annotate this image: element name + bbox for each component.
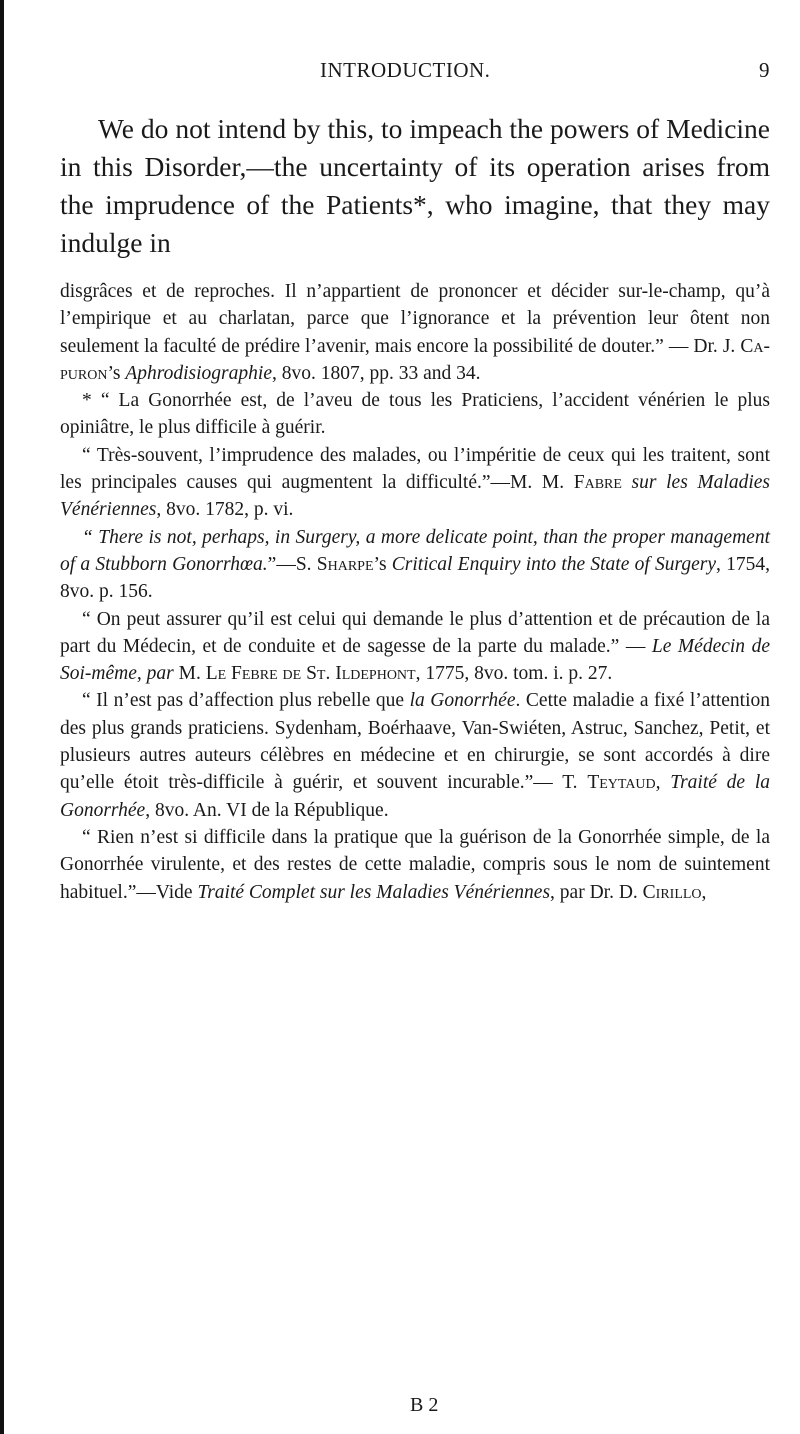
author-name: Teytaud [587, 772, 656, 794]
author-name: Fabre [573, 472, 622, 494]
author-name: Capuron [60, 335, 770, 384]
footnote-teytaud: “ Il n’est pas d’affection plus rebelle que la Gonorrhée. Cette maladie a fixé l’attention des plus grands praticiens. Sydenham, Boérhaave, Van-Swiéten, Astruc, Sanchez, Petit, et plusieurs autres auteurs célèbres en médecine et en chirurgie, se sont accordés à dire qu’elle étoit très-difficile à guérir, et souvent incurable.”— T. Teytaud, Traité de la Gonorrhée, 8vo. An. VI de la République. [60, 690, 770, 821]
work-title: Aphrodisiographie [125, 362, 272, 384]
author-name: M. Le Febre de St. Ildephont [173, 663, 416, 685]
author-name: Sharpe [316, 553, 374, 575]
work-title: Traité Complet sur les Maladies Vénériennes [197, 881, 551, 903]
footnote-continuation: disgrâces et de reproches. Il n’appartient de prononcer et décider sur-le-champ, qu’à l’empirique et au charlatan, parce que l’ignorance et la prévention leur ôtent non seulement la faculté de prédire l’avenir, mais encore la possibilité de douter.” — Dr. J. Capuron’s Aphrodisiographie, 8vo. 1807, pp. 33 and 34. [60, 281, 770, 384]
work-title: , Traité de la Gonorrhée [60, 772, 770, 821]
running-title: INTRODUCTION. [320, 58, 491, 82]
work-title: Le Médecin de Soi-même, par [60, 635, 770, 685]
signature-mark: B 2 [410, 1394, 439, 1416]
footnote-sharpe: “ There is not, perhaps, in Surgery, a more delicate point, than the proper management of a Stubborn Gonorrhœa.”—S. Sharpe’s Critical Enquiry into the State of Surgery, 1754, 8vo. p. 156. [60, 526, 770, 603]
work-title: Critical Enquiry into the State of Surgery [391, 553, 717, 575]
page-edge-rule [0, 0, 4, 1434]
author-name: Cirillo [642, 881, 702, 903]
footnote-fabre: “ Très-souvent, l’imprudence des malades, ou l’impéritie de ceux qui les traitent, sont les principales causes qui augmentent la difficulté.”—M. M. Fabre sur les Maladies Vénériennes, 8vo. 1782, p. vi. [60, 444, 770, 521]
work-title: sur les Maladies Vénériennes [60, 472, 770, 521]
page-body [60, 110, 770, 906]
footnote-cirillo: “ Rien n’est si difficile dans la pratique que la guérison de la Gonorrhée simple, de la Gonorrhée virulente, et des restes de cette maladie, compris sous le nom de suintement habituel.”—Vide Traité Complet sur les Maladies Vénériennes, par Dr. D. Cirillo, [60, 826, 770, 903]
main-paragraph: We do not intend by this, to impeach the powers of Medicine in this Disorder,—the uncertainty of its operation arises from the imprudence of the Patients*, who imagine, that they may indulge in [60, 113, 770, 258]
footnote-le-febre: “ On peut assurer qu’il est celui qui demande le plus d’attention et de précaution de la part du Médecin, et de conduite et de sagesse de la parte du malade.” — Le Médecin de Soi-même, par M. Le Febre de St. Ildephont, 1775, 8vo. tom. i. p. 27. [60, 608, 770, 685]
page-number: 9 [759, 58, 770, 82]
footnote-gonorrhee: * “ La Gonorrhée est, de l’aveu de tous les Praticiens, l’accident vénérien le plus opiniâtre, le plus difficile à guérir. [60, 390, 770, 439]
running-header [60, 58, 770, 88]
